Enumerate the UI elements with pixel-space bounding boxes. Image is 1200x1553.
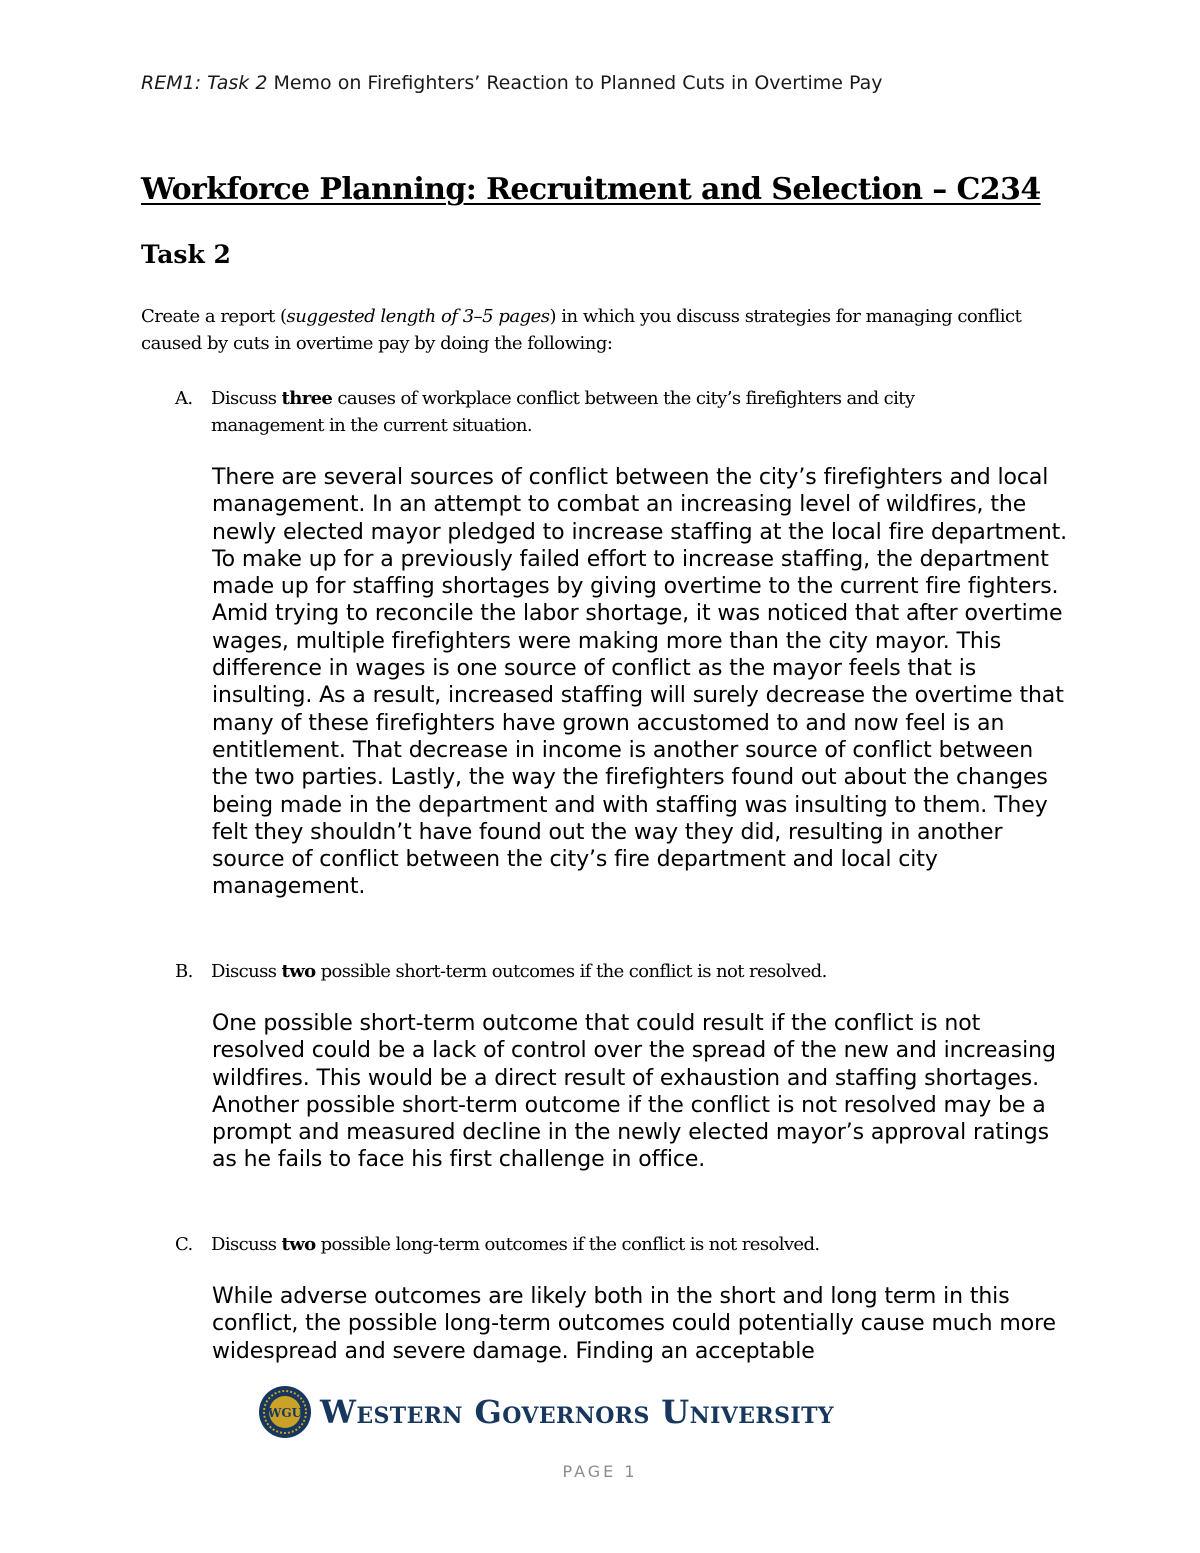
task-instructions [141,303,1041,357]
prompt-bold: two [281,1234,316,1255]
prompt-c [175,1231,1025,1258]
answer-c [212,1283,1072,1365]
prompt-post: possible short-term outcomes if the conflict is not resolved. [315,961,827,982]
prompt-text [211,958,1025,985]
running-header [141,72,882,94]
intro-text-1: Create a report ( [141,306,287,327]
intro-emphasis: suggested length of 3–5 pages [286,306,550,327]
prompt-pre: Discuss [211,1234,282,1255]
prompt-letter: A. [175,388,193,409]
prompt-letter: C. [175,1234,193,1255]
answer-b [212,1010,1072,1174]
prompt-post: causes of workplace conflict between the city’s firefighters and city management in the current situation. [211,388,915,436]
page-number: PAGE 1 [562,1462,638,1481]
prompt-pre: Discuss [211,961,282,982]
task-heading: Task 2 [141,240,231,269]
university-seal-icon [258,1385,312,1439]
answer-a [212,464,1072,901]
prompt-a [175,385,1025,439]
prompt-bold: two [281,961,316,982]
answer-paragraph: One possible short-term outcome that could result if the conflict is not resolved could be a lack of control over the spread of the new and increasing wildfires. This would be a direct result of exhaustion and staffing shortages. [212,1011,1056,1091]
prompt-b [175,958,1025,985]
prompt-pre: Discuss [211,388,282,409]
answer-paragraph: While adverse outcomes are likely both in the short and long term in this conflict, the possible long-term outcomes could potentially cause much more widespread and severe damage. Finding an acceptable [212,1284,1056,1364]
prompt-letter: B. [175,961,193,982]
prompt-text [211,385,1025,439]
intro-text-2: ) in which you discuss strategies for managing conflict caused by cuts in overtime pay by doing the following: [141,306,1022,354]
document-title: Workforce Planning: Recruitment and Selection – C234 [141,172,1041,207]
seal-text: WGU [267,1406,303,1420]
header-task-label: REM1: Task 2 [141,72,268,94]
university-wordmark: Western Governors University [320,1393,834,1431]
answer-paragraph: Another possible short-term outcome if the conflict is not resolved may be a prompt and measured decline in the newly elected mayor’s approval ratings as he fails to face his first challenge in office. [212,1092,1049,1173]
header-memo-title: Memo on Firefighters’ Reaction to Planned Cuts in Overtime Pay [267,72,883,94]
answer-paragraph: There are several sources of conflict between the city’s firefighters and local management. In an attempt to combat an increasing level of wildfires, the newly elected mayor pledged to increase staffing at the local fire department. To make up for a previously failed effort to increase staffing, the department made up for staffing shortages by giving overtime to the current fire fighters. Amid trying to reconcile the labor shortage, it was noticed that after overtime wages, multiple firefighters were making more than the city mayor. This difference in wages is one source of conflict as the mayor feels that is insulting. As a result, increased staffing will surely decrease the overtime that many of these firefighters have grown accustomed to and now feel is an entitlement. That decrease in income is another source of conflict between the two parties. Lastly, the way the firefighters found out about the changes being made in the department and with staffing was insulting to them. They felt they shouldn’t have found out the way they did, resulting in another source of conflict between the city’s fire department and local city management. [212,465,1068,900]
university-logo [258,1384,908,1440]
prompt-text [211,1231,1025,1258]
prompt-post: possible long-term outcomes if the conflict is not resolved. [315,1234,820,1255]
prompt-bold: three [281,388,333,409]
